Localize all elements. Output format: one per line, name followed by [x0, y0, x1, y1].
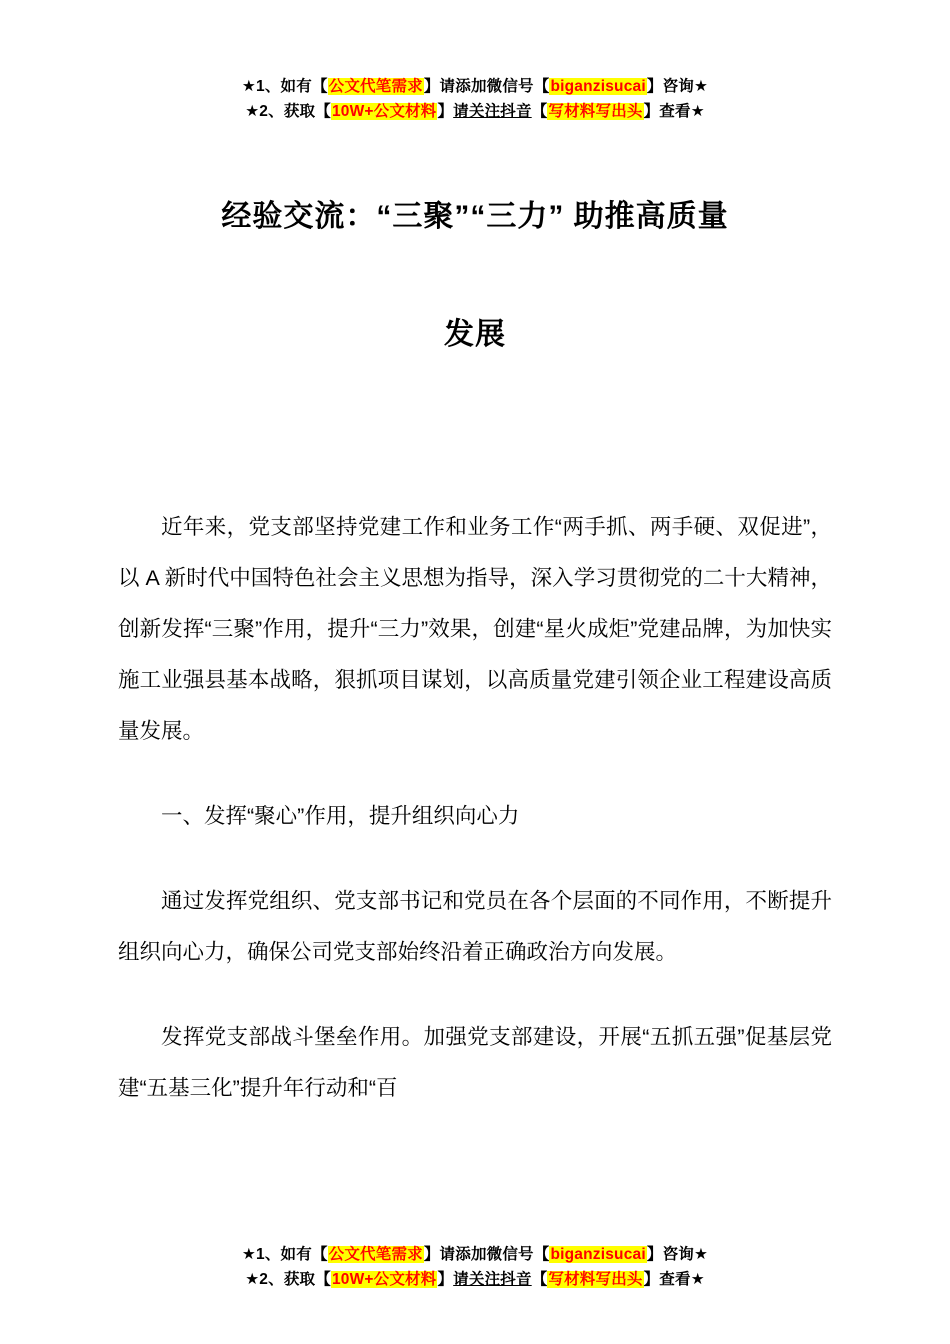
promo-line1-bracket-close: 】: [423, 78, 440, 95]
promo-footer-line1-middle: 请添加微信号: [439, 1246, 534, 1263]
promo-line1-prefix: ★1、如有: [241, 78, 312, 95]
promo-line2-middle: 请关注抖音: [453, 103, 532, 120]
promo-footer-line2-bracket-close-2: 】: [643, 1271, 660, 1288]
promo-line1-bracket-open-2: 【: [533, 78, 550, 95]
promo-footer-line2-highlight-2: 写材料写出头: [548, 1271, 643, 1288]
promo-line2-bracket-close: 】: [437, 103, 454, 120]
promo-footer-line1-highlight-2: biganzisucai: [550, 1246, 646, 1263]
document-title-line-1: 经验交流：“三聚”“三力” 助推高质量: [221, 200, 729, 233]
promo-line1-middle: 请添加微信号: [439, 78, 534, 95]
promo-line1-bracket-open: 【: [311, 78, 328, 95]
promo-footer-line2-suffix: 查看★: [659, 1271, 705, 1288]
paragraph: 发挥党支部战斗堡垒作用。加强党支部建设，开展“五抓五强”促基层党建“五基三化”提升年行动和“百: [118, 1025, 832, 1100]
document-title: [118, 158, 832, 394]
promo-footer-line2-middle: 请关注抖音: [453, 1271, 532, 1288]
promo-footer-line2-prefix: ★2、获取: [245, 1271, 316, 1288]
promo-line1-suffix: 咨询★: [662, 78, 709, 95]
promo-footer-line1-bracket-close-2: 】: [646, 1246, 663, 1263]
promo-footer-line-1: [0, 1242, 950, 1267]
paragraph: 近年来，党支部坚持党建工作和业务工作“两手抓、两手硬、双促进”，以 A 新时代中国特色社会主义思想为指导，深入学习贯彻党的二十大精神，创新发挥“三聚”作用，提升“三力”效果，创建“星火成炬”党建品牌，为加快实施工业强县基本战略，狠抓项目谋划，以高质量党建引领企业工程建设高质量发展。: [118, 515, 832, 743]
promo-line2-highlight-1: 10W+公文材料: [331, 103, 437, 120]
promo-footer-line-2: [0, 1267, 950, 1292]
promo-line1-highlight-1: 公文代笔需求: [328, 78, 423, 95]
promo-footer-line1-prefix: ★1、如有: [241, 1246, 312, 1263]
promo-footer-line1-suffix: 咨询★: [662, 1246, 709, 1263]
promo-line2-bracket-close-2: 】: [643, 103, 660, 120]
section-heading-1: 一、发挥“聚心”作用，提升组织向心力: [161, 804, 520, 828]
promo-banner-bottom: [0, 1242, 950, 1292]
paragraph: 通过发挥党组织、党支部书记和党员在各个层面的不同作用，不断提升组织向心力，确保公司党支部始终沿着正确政治方向发展。: [118, 889, 832, 964]
document-title-line-2: 发展: [444, 318, 506, 351]
promo-line1-highlight-2: biganzisucai: [550, 78, 646, 95]
promo-footer-line2-bracket-open-2: 【: [531, 1271, 548, 1288]
promo-footer-line1-bracket-close: 】: [423, 1246, 440, 1263]
promo-line-2: [118, 99, 832, 124]
promo-line2-highlight-2: 写材料写出头: [548, 103, 643, 120]
promo-footer-line1-bracket-open: 【: [311, 1246, 328, 1263]
promo-footer-line2-bracket-close: 】: [437, 1271, 454, 1288]
promo-banner-top: [118, 74, 832, 124]
promo-line2-suffix: 查看★: [659, 103, 705, 120]
promo-line1-bracket-close-2: 】: [646, 78, 663, 95]
promo-footer-line2-bracket-open: 【: [315, 1271, 331, 1288]
promo-line2-bracket-open-2: 【: [531, 103, 548, 120]
promo-footer-line1-highlight-1: 公文代笔需求: [328, 1246, 423, 1263]
promo-line-1: [118, 74, 832, 99]
promo-line2-bracket-open: 【: [315, 103, 331, 120]
promo-footer-line2-highlight-1: 10W+公文材料: [331, 1271, 437, 1288]
promo-footer-line1-bracket-open-2: 【: [533, 1246, 550, 1263]
promo-line2-prefix: ★2、获取: [245, 103, 316, 120]
document-body: [118, 502, 832, 1114]
